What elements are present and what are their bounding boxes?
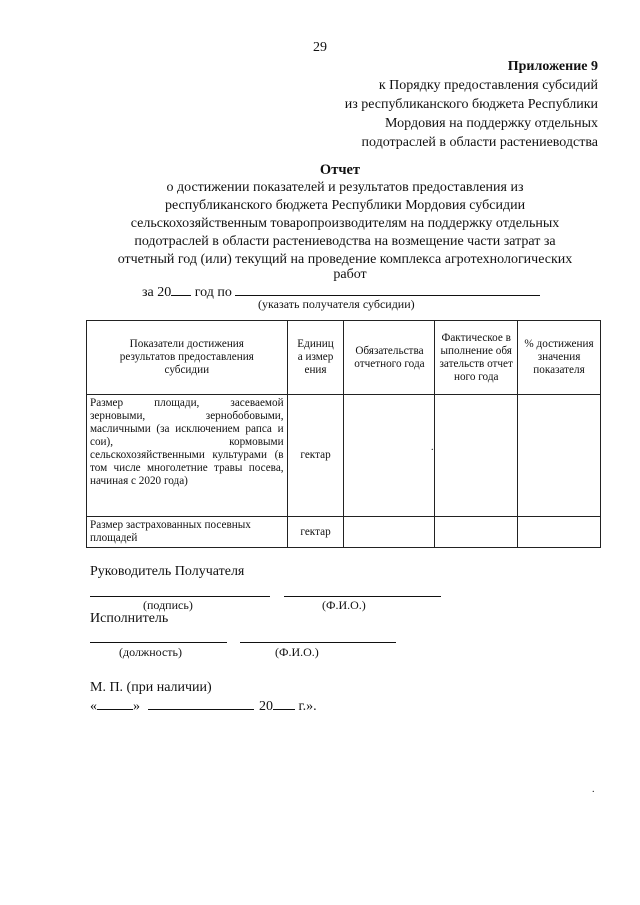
year-blank[interactable]	[171, 282, 191, 296]
period-prefix: за 20	[142, 285, 172, 300]
report-line: отчетный год (или) текущий на проведение комплекса агротехнологических	[117, 252, 573, 267]
header-obligation: Обязательства отчетного года	[344, 321, 435, 395]
percent-cell[interactable]	[518, 517, 601, 548]
obligation-cell[interactable]	[344, 517, 435, 548]
head-fio-line[interactable]	[284, 596, 441, 597]
actual-cell[interactable]	[435, 517, 518, 548]
executor-fio-line[interactable]	[240, 642, 396, 643]
executor-position-line[interactable]	[90, 642, 227, 643]
seal-label: М. П. (при наличии)	[90, 680, 212, 695]
report-title: Отчет	[319, 162, 361, 178]
header-unit: Единица измерения	[287, 321, 344, 395]
header-percent: % достижения значения показателя	[518, 321, 601, 395]
indicator-cell: Размер площади, засеваемой зерновыми, зернобобовыми, масличными (за исключением рапса и сои), кормовыми сельскохозяйственными культурами (в том числе многолетние травы посева, начиная с 2020 года)	[87, 395, 288, 517]
table-header-row	[87, 321, 601, 395]
indicators-table	[86, 320, 601, 548]
period-mid: год по	[194, 285, 232, 300]
appendix-line: Мордовия на поддержку отдельных	[385, 116, 598, 131]
page-number: 29	[313, 40, 327, 55]
year-suffix-blank[interactable]	[273, 696, 295, 710]
unit-cell: гектар	[287, 517, 344, 548]
indicator-cell: Размер застрахованных посевных площадей	[87, 517, 288, 548]
appendix-line: к Порядку предоставления субсидий	[378, 78, 598, 93]
header-actual: Фактическое выполнение обязательств отчетного года	[435, 321, 518, 395]
fio-caption: (Ф.И.О.)	[322, 598, 366, 612]
date-suffix: г.».	[298, 699, 317, 714]
unit-cell: гектар	[287, 395, 344, 517]
report-line: работ	[333, 267, 367, 282]
report-line: подотраслей в области растениеводства на возмещение части затрат за	[134, 234, 556, 249]
month-blank[interactable]	[148, 696, 254, 710]
executor-label: Исполнитель	[90, 611, 169, 626]
date-line	[90, 696, 317, 715]
percent-cell[interactable]	[518, 395, 601, 517]
report-line: республиканского бюджета Республики Мордовия субсидии	[164, 198, 526, 213]
date-open-quote: «	[90, 699, 97, 714]
scan-speck: .	[431, 442, 434, 453]
recipient-blank[interactable]	[235, 282, 540, 296]
day-blank[interactable]	[97, 696, 133, 710]
report-line: о достижении показателей и результатов предоставления из	[166, 180, 524, 195]
head-signature-line[interactable]	[90, 596, 270, 597]
appendix-title: Приложение 9	[507, 59, 598, 74]
appendix-line: из республиканского бюджета Республики	[344, 97, 598, 112]
appendix-line: подотраслей в области растениеводства	[361, 135, 598, 150]
table-row	[87, 517, 601, 548]
obligation-cell[interactable]	[344, 395, 435, 517]
table-row	[87, 395, 601, 517]
recipient-hint: (указать получателя субсидии)	[258, 297, 415, 311]
fio-caption: (Ф.И.О.)	[275, 645, 319, 659]
date-close-quote: »	[133, 699, 140, 714]
head-label: Руководитель Получателя	[90, 564, 245, 579]
report-line: сельскохозяйственным товаропроизводителям на поддержку отдельных	[130, 216, 560, 231]
signature-caption: (подпись)	[143, 598, 193, 612]
actual-cell[interactable]	[435, 395, 518, 517]
header-indicators: Показатели достижения результатов предоставления субсидии	[87, 321, 288, 395]
position-caption: (должность)	[119, 645, 182, 659]
date-year-prefix: 20	[259, 699, 273, 714]
scan-speck: .	[592, 784, 595, 795]
